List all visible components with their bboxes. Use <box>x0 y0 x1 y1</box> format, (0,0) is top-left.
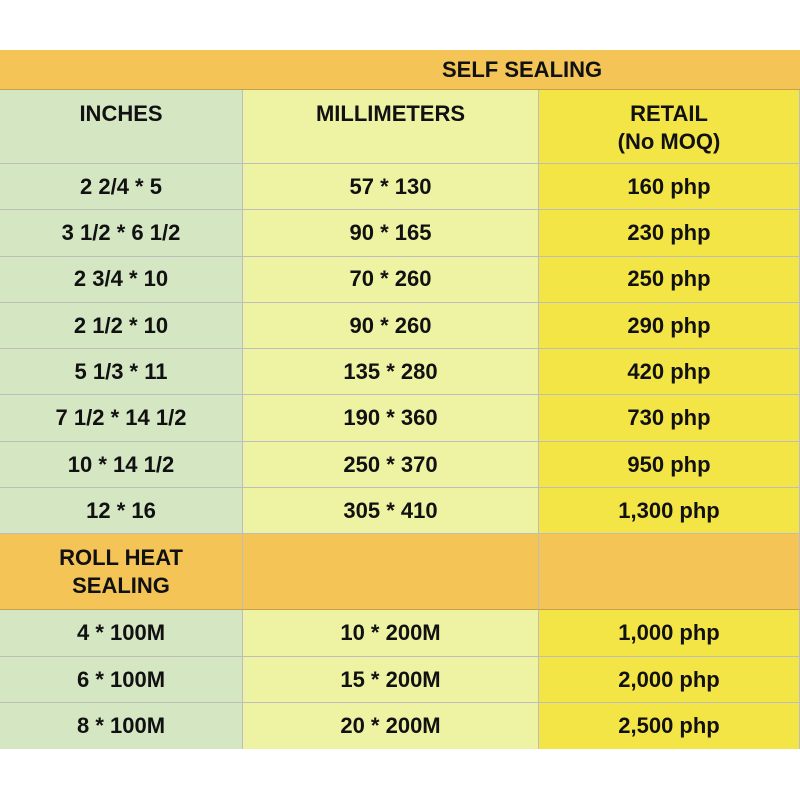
row-5-retail: 420 php <box>539 349 800 395</box>
header-millimeters: MILLIMETERS <box>243 90 539 164</box>
row-3-retail: 250 php <box>539 257 800 303</box>
self-sealing-banner: SELF SEALING <box>0 50 800 90</box>
row-4-retail: 290 php <box>539 303 800 349</box>
row-8-retail: 1,300 php <box>539 488 800 534</box>
roll-row-3-mm: 20 * 200M <box>243 703 539 749</box>
row-1-mm: 57 * 130 <box>243 164 539 210</box>
row-8-inches: 12 * 16 <box>0 488 243 534</box>
price-table <box>0 50 800 749</box>
roll-row-1-retail: 1,000 php <box>539 610 800 656</box>
header-retail: RETAIL (No MOQ) <box>539 90 800 164</box>
row-1-inches: 2 2/4 * 5 <box>0 164 243 210</box>
roll-section-blank-retail <box>539 534 800 610</box>
row-7-mm: 250 * 370 <box>243 442 539 488</box>
roll-row-3-retail: 2,500 php <box>539 703 800 749</box>
row-4-inches: 2 1/2 * 10 <box>0 303 243 349</box>
row-5-mm: 135 * 280 <box>243 349 539 395</box>
roll-row-2-retail: 2,000 php <box>539 657 800 703</box>
row-2-mm: 90 * 165 <box>243 210 539 256</box>
row-8-mm: 305 * 410 <box>243 488 539 534</box>
roll-row-2-mm: 15 * 200M <box>243 657 539 703</box>
roll-row-1-mm: 10 * 200M <box>243 610 539 656</box>
header-inches: INCHES <box>0 90 243 164</box>
roll-heat-sealing-label: ROLL HEAT SEALING <box>0 534 243 610</box>
roll-row-2-inches: 6 * 100M <box>0 657 243 703</box>
row-3-inches: 2 3/4 * 10 <box>0 257 243 303</box>
row-6-inches: 7 1/2 * 14 1/2 <box>0 395 243 441</box>
row-1-retail: 160 php <box>539 164 800 210</box>
row-2-inches: 3 1/2 * 6 1/2 <box>0 210 243 256</box>
row-5-inches: 5 1/3 * 11 <box>0 349 243 395</box>
row-3-mm: 70 * 260 <box>243 257 539 303</box>
row-4-mm: 90 * 260 <box>243 303 539 349</box>
roll-section-blank-mm <box>243 534 539 610</box>
row-7-retail: 950 php <box>539 442 800 488</box>
roll-row-3-inches: 8 * 100M <box>0 703 243 749</box>
row-6-mm: 190 * 360 <box>243 395 539 441</box>
roll-row-1-inches: 4 * 100M <box>0 610 243 656</box>
row-2-retail: 230 php <box>539 210 800 256</box>
row-7-inches: 10 * 14 1/2 <box>0 442 243 488</box>
row-6-retail: 730 php <box>539 395 800 441</box>
